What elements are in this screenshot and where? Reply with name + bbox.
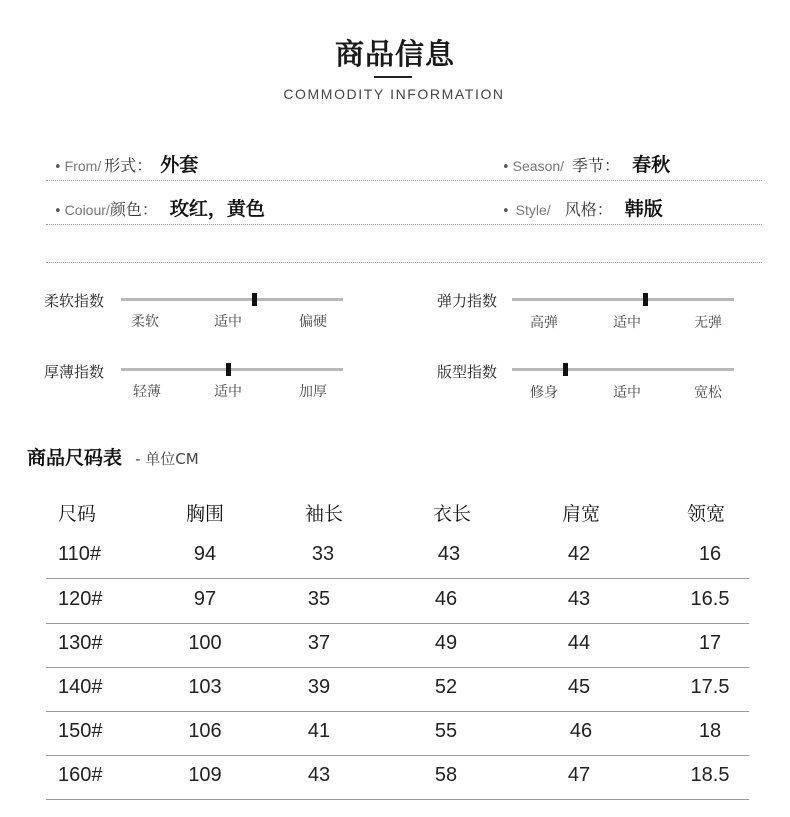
header-shoulder: 肩宽 xyxy=(561,503,601,525)
index-fit-label-high: 宽松 xyxy=(694,385,722,401)
info-form-cn: 形式： xyxy=(104,156,153,175)
cell-size: 150# xyxy=(58,720,103,742)
index-elasticity-label-mid: 适中 xyxy=(613,315,641,331)
info-row-2 xyxy=(46,188,762,225)
info-row-1 xyxy=(46,144,762,181)
bullet: • xyxy=(502,204,510,219)
info-style-en: Style/ xyxy=(515,202,551,218)
index-softness-thumb xyxy=(252,293,257,306)
table-row xyxy=(46,623,749,668)
table-row xyxy=(46,579,749,624)
cell-collar: 17.5 xyxy=(690,676,730,698)
index-softness-track xyxy=(121,298,343,301)
info-colour xyxy=(54,194,265,220)
index-fit-name: 版型指数 xyxy=(437,363,498,381)
index-elasticity-label-high: 无弹 xyxy=(694,315,722,331)
index-thickness-label-mid: 适中 xyxy=(214,384,242,400)
cell-size: 130# xyxy=(58,632,103,654)
cell-length: 52 xyxy=(434,676,458,698)
index-thickness-thumb xyxy=(226,363,231,376)
info-divider xyxy=(46,262,762,263)
cell-size: 140# xyxy=(58,676,103,698)
page-title: 商品信息 xyxy=(334,37,455,71)
cell-sleeve: 41 xyxy=(307,720,331,742)
index-softness-label-mid: 适中 xyxy=(214,314,242,330)
cell-sleeve: 35 xyxy=(307,588,331,610)
cell-collar: 18 xyxy=(698,720,722,742)
index-softness-name: 柔软指数 xyxy=(44,292,105,310)
header-size: 尺码 xyxy=(58,503,97,525)
index-thickness-label-low: 轻薄 xyxy=(133,384,161,400)
cell-chest: 97 xyxy=(193,588,217,610)
index-thickness-name: 厚薄指数 xyxy=(44,363,105,381)
info-style-cn: 风格： xyxy=(564,200,613,219)
cell-shoulder: 45 xyxy=(567,676,591,698)
info-season xyxy=(502,150,670,176)
cell-length: 55 xyxy=(434,720,458,742)
bullet: • xyxy=(54,204,62,219)
cell-length: 58 xyxy=(434,764,458,786)
cell-size: 160# xyxy=(58,764,103,786)
header-length: 衣长 xyxy=(432,503,472,525)
info-form-en: From/ xyxy=(64,158,102,174)
size-table-heading xyxy=(27,443,199,470)
cell-chest: 103 xyxy=(188,676,222,698)
header-chest: 胸围 xyxy=(185,503,225,525)
info-form-value: 外套 xyxy=(160,154,199,176)
cell-sleeve: 43 xyxy=(307,764,331,786)
index-fit-label-low: 修身 xyxy=(530,385,558,401)
cell-length: 46 xyxy=(434,588,458,610)
title-underline xyxy=(374,76,412,78)
info-style xyxy=(502,194,663,220)
index-fit-thumb xyxy=(563,363,568,376)
bullet: • xyxy=(502,160,510,175)
cell-shoulder: 44 xyxy=(567,632,591,654)
cell-chest: 109 xyxy=(188,764,222,786)
info-colour-cn: 颜色： xyxy=(109,200,158,219)
cell-shoulder: 47 xyxy=(567,764,591,786)
cell-collar: 18.5 xyxy=(690,764,730,786)
cell-length: 49 xyxy=(434,632,458,654)
page-subtitle: COMMODITY INFORMATION xyxy=(283,86,505,102)
cell-chest: 94 xyxy=(193,543,217,565)
cell-length: 43 xyxy=(437,543,461,565)
bullet: • xyxy=(54,160,62,175)
index-elasticity-thumb xyxy=(643,293,648,306)
index-elasticity-name: 弹力指数 xyxy=(437,292,498,310)
index-elasticity-track xyxy=(512,298,734,301)
cell-collar: 16.5 xyxy=(690,588,730,610)
info-season-cn: 季节： xyxy=(572,156,621,175)
cell-shoulder: 43 xyxy=(567,588,591,610)
index-thickness-label-high: 加厚 xyxy=(299,384,327,400)
size-table-unit: - 单位CM xyxy=(135,450,199,468)
header-sleeve: 袖长 xyxy=(304,503,344,525)
cell-shoulder: 46 xyxy=(569,720,593,742)
cell-sleeve: 37 xyxy=(307,632,331,654)
cell-size: 110# xyxy=(58,543,102,565)
info-colour-value: 玫红，黄色 xyxy=(169,198,265,220)
cell-sleeve: 33 xyxy=(311,543,335,565)
cell-collar: 17 xyxy=(698,632,722,654)
header-collar: 领宽 xyxy=(686,503,726,525)
cell-chest: 100 xyxy=(188,632,222,654)
table-row xyxy=(46,667,749,712)
index-thickness-track xyxy=(121,368,343,371)
cell-chest: 106 xyxy=(188,720,222,742)
index-fit-label-mid: 适中 xyxy=(613,385,641,401)
index-fit-track xyxy=(512,368,734,371)
info-season-value: 春秋 xyxy=(632,154,671,176)
size-table-title: 商品尺码表 xyxy=(27,447,123,469)
info-style-value: 韩版 xyxy=(624,198,663,220)
table-row xyxy=(46,534,749,579)
info-season-en: Season/ xyxy=(512,158,565,174)
cell-collar: 16 xyxy=(698,543,722,565)
index-softness-label-high: 偏硬 xyxy=(299,314,327,330)
index-elasticity-label-low: 高弹 xyxy=(530,315,558,331)
cell-sleeve: 39 xyxy=(307,676,331,698)
table-row xyxy=(46,711,749,756)
info-form xyxy=(54,150,198,176)
table-row xyxy=(46,755,749,800)
index-softness-label-low: 柔软 xyxy=(131,314,159,330)
info-colour-en: Coiour/ xyxy=(64,202,110,218)
cell-size: 120# xyxy=(58,588,103,610)
cell-shoulder: 42 xyxy=(567,543,591,565)
